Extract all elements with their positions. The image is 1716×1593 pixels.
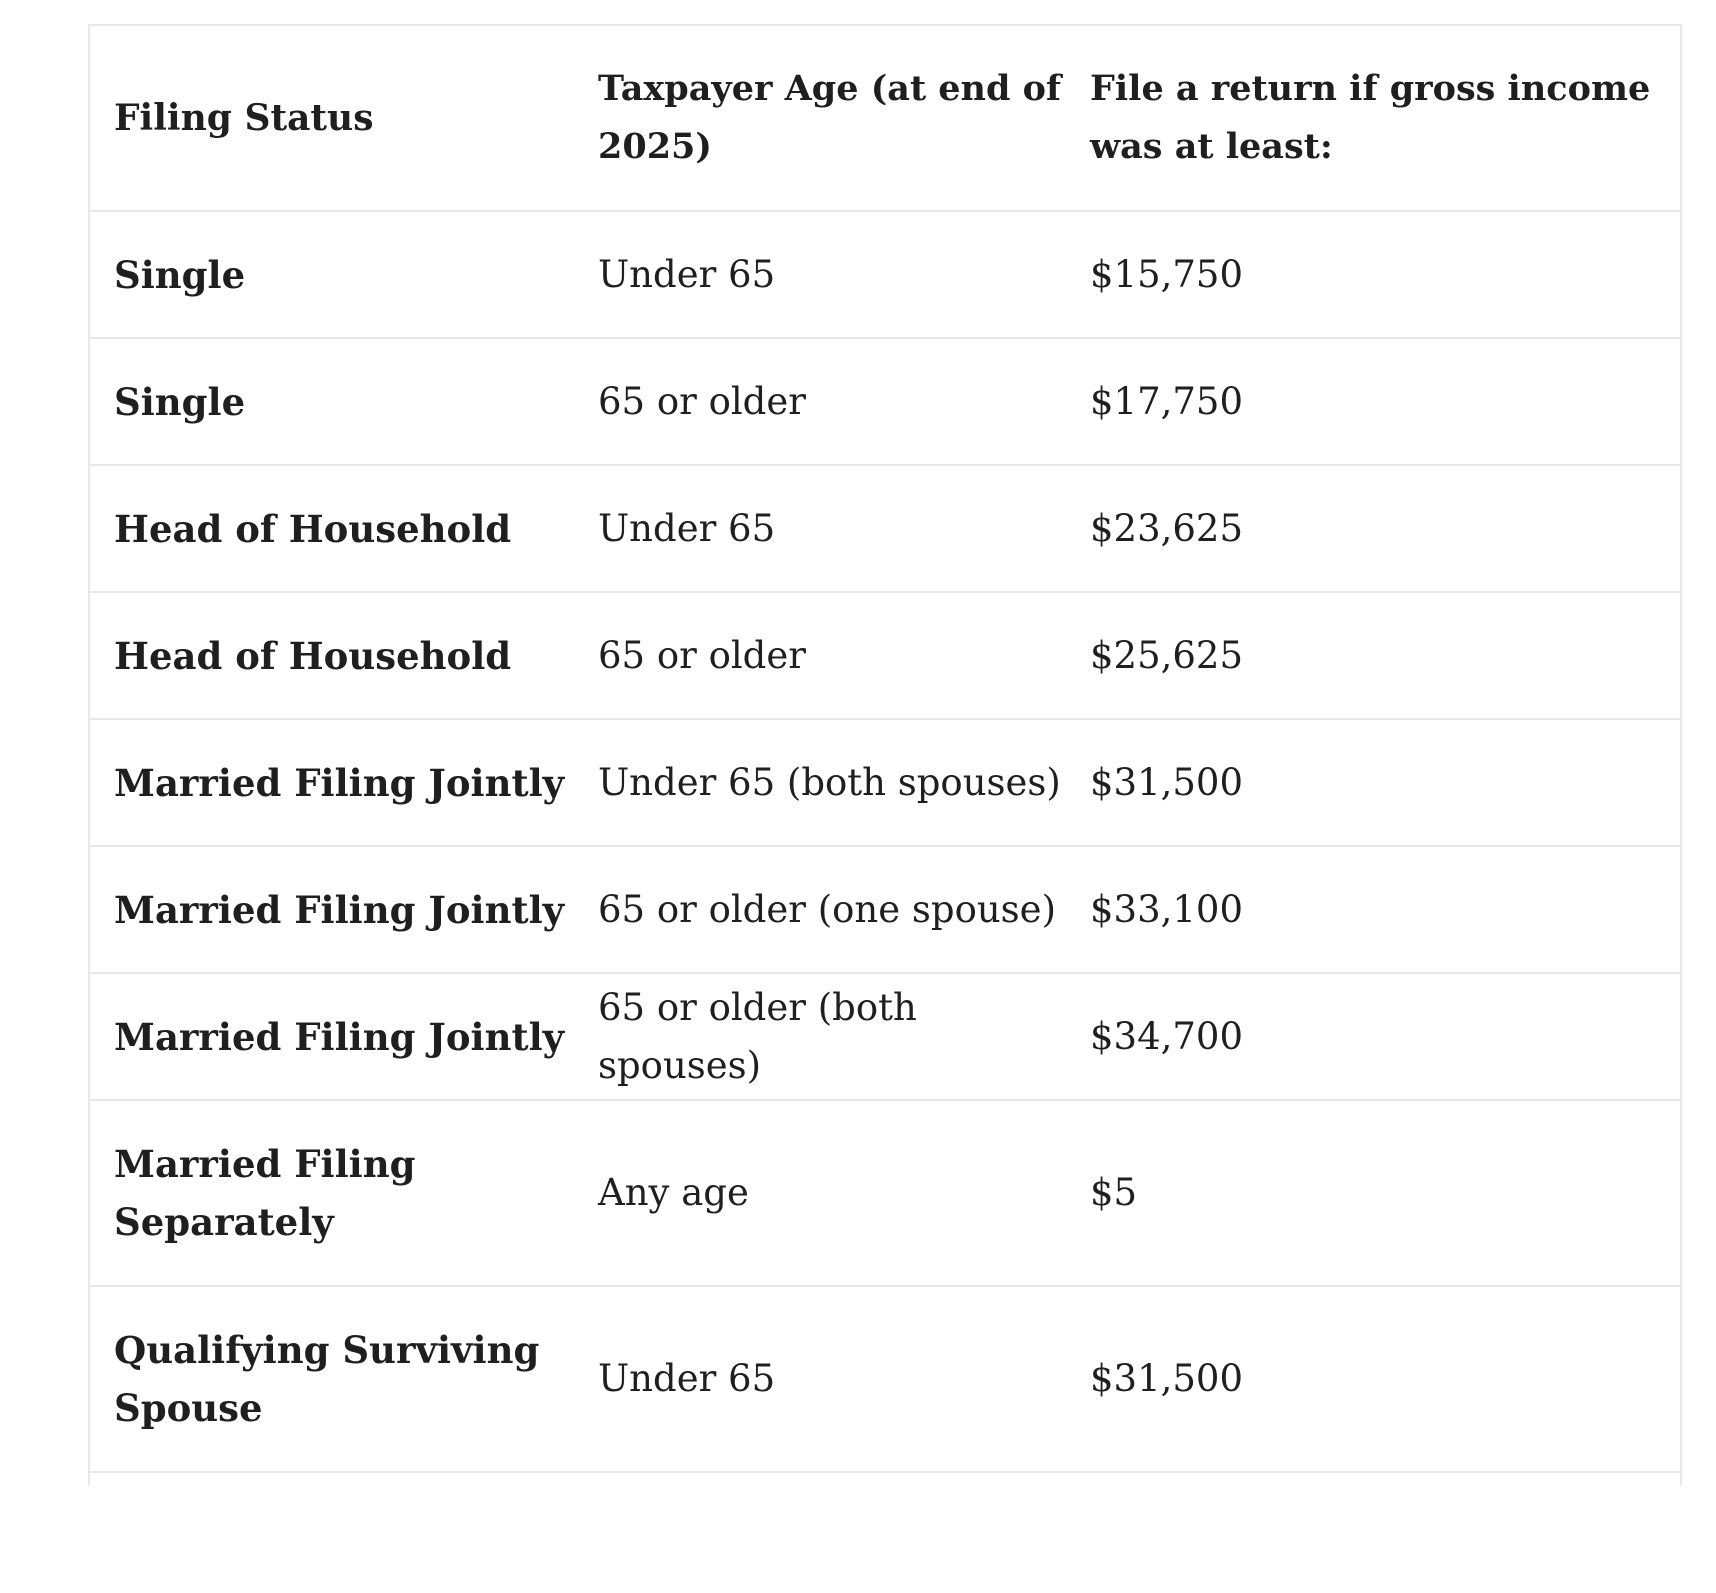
- header-taxpayer-age: Taxpayer Age (at end of 2025): [574, 26, 1066, 211]
- header-filing-status: Filing Status: [90, 26, 574, 211]
- filing-status-cell: Single: [90, 211, 574, 338]
- empty-cell: [1066, 1472, 1680, 1593]
- income-threshold-cell: $25,625: [1066, 592, 1680, 719]
- income-threshold-cell: $5: [1066, 1100, 1680, 1286]
- table-row: [90, 338, 1680, 465]
- table-row: [90, 719, 1680, 846]
- header-gross-income-threshold: File a return if gross income was at least:: [1066, 26, 1680, 211]
- filing-status-cell: Head of Household: [90, 592, 574, 719]
- filing-requirements-table: [90, 26, 1680, 1593]
- taxpayer-age-cell: Under 65: [574, 211, 1066, 338]
- table-header-row: [90, 26, 1680, 211]
- filing-requirements-table-container: [88, 24, 1682, 1486]
- table-row: [90, 592, 1680, 719]
- income-threshold-cell: $23,625: [1066, 465, 1680, 592]
- taxpayer-age-cell: 65 or older: [574, 338, 1066, 465]
- income-threshold-cell: $34,700: [1066, 973, 1680, 1100]
- filing-status-cell: Married Filing Jointly: [90, 846, 574, 973]
- taxpayer-age-cell: Under 65 (both spouses): [574, 719, 1066, 846]
- empty-cell: [90, 1472, 574, 1593]
- table-row: [90, 1286, 1680, 1472]
- filing-status-cell: Married Filing Jointly: [90, 719, 574, 846]
- filing-status-cell: Married Filing Jointly: [90, 973, 574, 1100]
- table-row: [90, 211, 1680, 338]
- income-threshold-cell: $31,500: [1066, 1286, 1680, 1472]
- filing-status-cell: Qualifying Surviving Spouse: [90, 1286, 574, 1472]
- income-threshold-cell: $15,750: [1066, 211, 1680, 338]
- empty-cell: [574, 1472, 1066, 1593]
- table-row: [90, 465, 1680, 592]
- table-row: [90, 1100, 1680, 1286]
- taxpayer-age-cell: 65 or older (both spouses): [574, 973, 1066, 1100]
- taxpayer-age-cell: Any age: [574, 1100, 1066, 1286]
- table-row: [90, 846, 1680, 973]
- taxpayer-age-cell: 65 or older: [574, 592, 1066, 719]
- taxpayer-age-cell: 65 or older (one spouse): [574, 846, 1066, 973]
- income-threshold-cell: $31,500: [1066, 719, 1680, 846]
- taxpayer-age-cell: Under 65: [574, 1286, 1066, 1472]
- filing-status-cell: Married Filing Separately: [90, 1100, 574, 1286]
- taxpayer-age-cell: Under 65: [574, 465, 1066, 592]
- table-row-partial: [90, 1472, 1680, 1593]
- filing-status-cell: Single: [90, 338, 574, 465]
- filing-status-cell: Head of Household: [90, 465, 574, 592]
- table-row: [90, 973, 1680, 1100]
- income-threshold-cell: $17,750: [1066, 338, 1680, 465]
- income-threshold-cell: $33,100: [1066, 846, 1680, 973]
